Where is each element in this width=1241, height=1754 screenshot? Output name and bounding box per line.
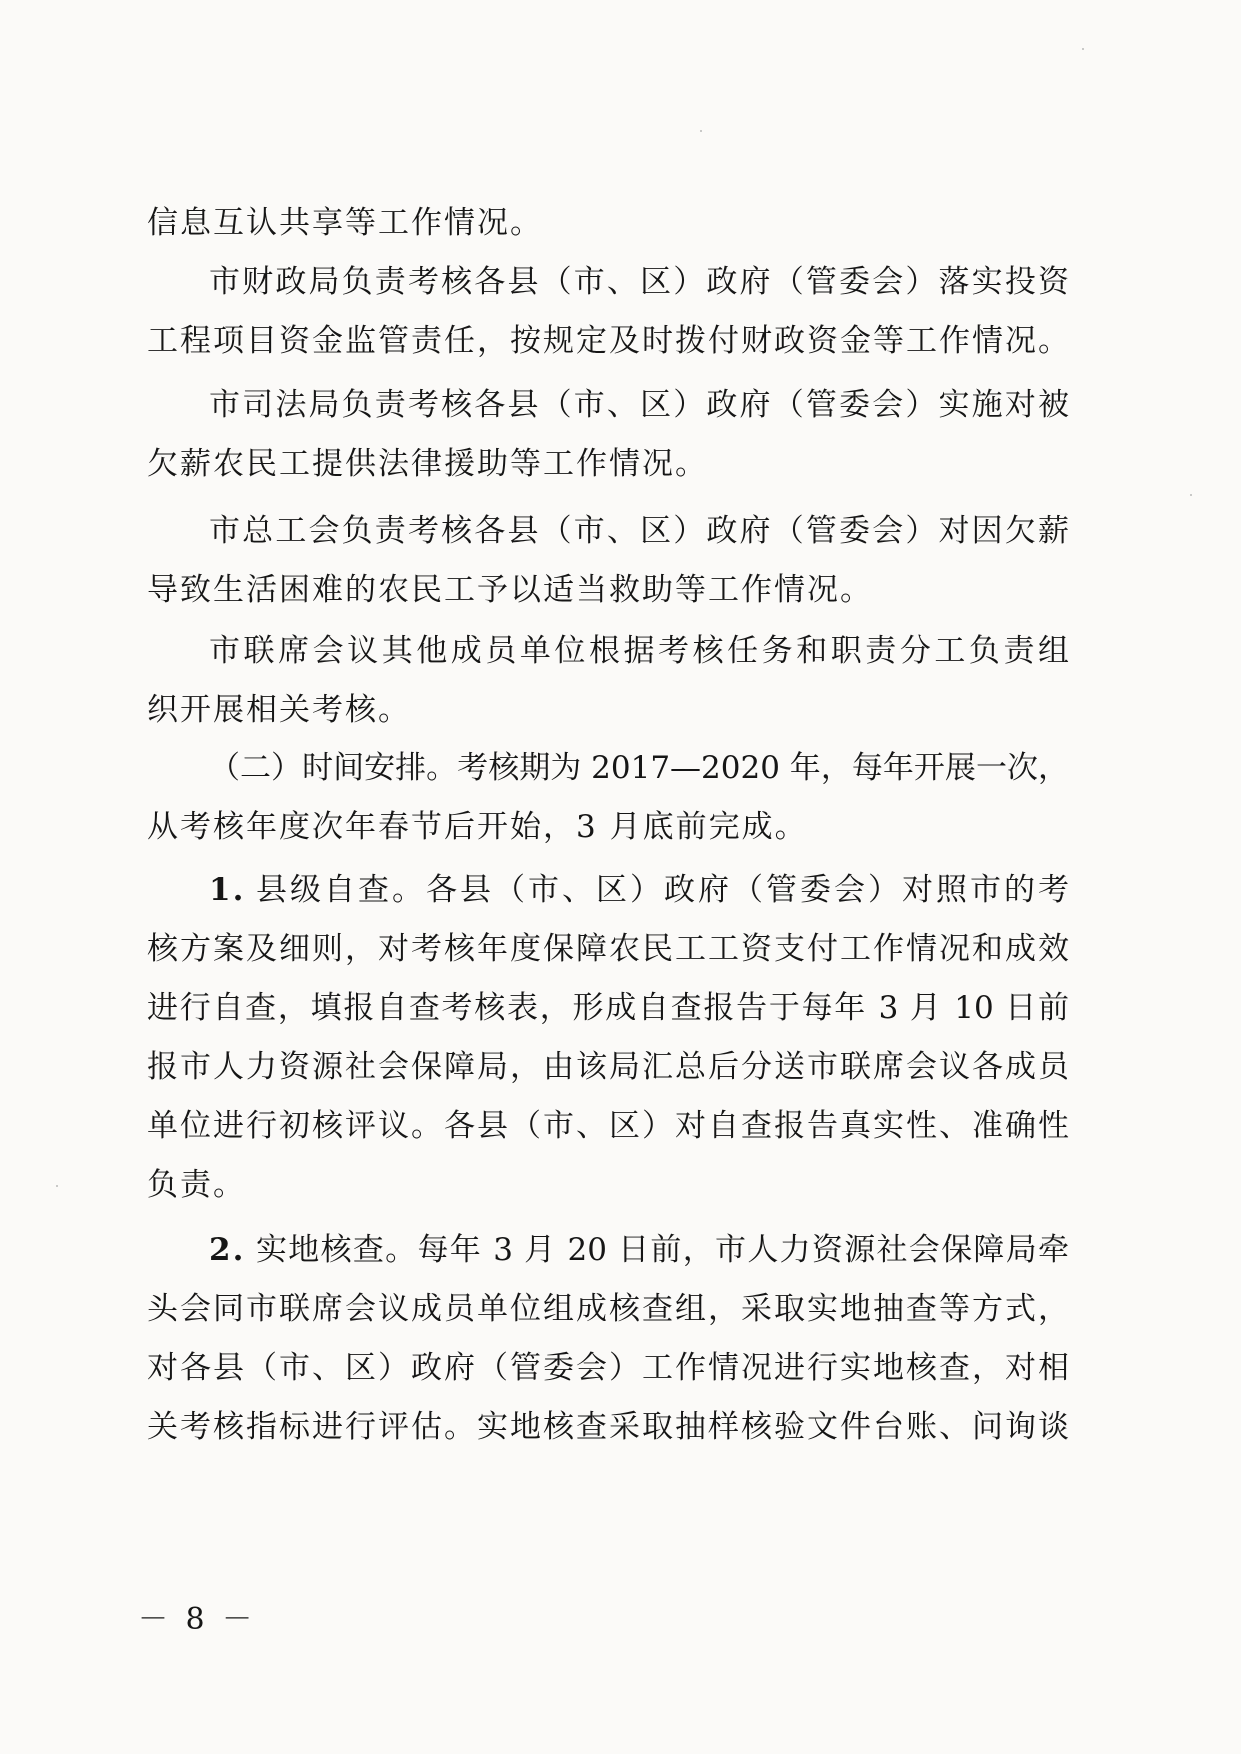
paragraph-line: 市司法局负责考核各县（市、区）政府（管委会）实施对被 <box>209 387 1069 423</box>
item-number: 2. <box>209 1232 246 1268</box>
paragraph-line: 市财政局负责考核各县（市、区）政府（管委会）落实投资 <box>209 264 1069 300</box>
paragraph-line: 对各县（市、区）政府（管委会）工作情况进行实地核查，对相 <box>147 1350 1069 1386</box>
paragraph-line: 核方案及细则，对考核年度保障农民工工资支付工作情况和成效 <box>147 931 1069 967</box>
paragraph-line: 市总工会负责考核各县（市、区）政府（管委会）对因欠薪 <box>209 513 1069 549</box>
paragraph-line: 工程项目资金监管责任，按规定及时拨付财政资金等工作情况。 <box>147 323 1069 359</box>
paragraph-line: 进行自查，填报自查考核表，形成自查报告于每年 3 月 10 日前 <box>147 990 1069 1026</box>
page-number: － 8 － <box>138 1602 257 1637</box>
paragraph-line: 织开展相关考核。 <box>147 692 411 728</box>
paragraph-line: 单位进行初核评议。各县（市、区）对自查报告真实性、准确性 <box>147 1108 1069 1144</box>
section-heading-line: （二）时间安排。考核期为 2017—2020 年，每年开展一次， <box>209 750 1069 786</box>
paragraph-line: 报市人力资源社会保障局，由该局汇总后分送市联席会议各成员 <box>147 1049 1069 1085</box>
paragraph-line: 关考核指标进行评估。实地核查采取抽样核验文件台账、问询谈 <box>147 1409 1069 1445</box>
scan-speck <box>56 1185 58 1187</box>
item-number: 1. <box>209 872 246 908</box>
paragraph-line: 导致生活困难的农民工予以适当救助等工作情况。 <box>147 572 873 608</box>
scan-speck <box>1082 48 1084 50</box>
scan-speck <box>700 130 702 132</box>
paragraph-line: 从考核年度次年春节后开始，3 月底前完成。 <box>147 809 808 845</box>
paragraph-line: 信息互认共享等工作情况。 <box>147 205 543 241</box>
paragraph-line: 负责。 <box>147 1167 246 1203</box>
paragraph-line: 欠薪农民工提供法律援助等工作情况。 <box>147 446 708 482</box>
scan-speck <box>1190 494 1192 496</box>
paragraph-line: 市联席会议其他成员单位根据考核任务和职责分工负责组 <box>209 633 1069 669</box>
item-heading-line: 县级自查。各县（市、区）政府（管委会）对照市的考 <box>256 872 1069 908</box>
item-heading-line: 实地核查。每年 3 月 20 日前，市人力资源社会保障局牵 <box>256 1232 1069 1268</box>
paragraph-line: 头会同市联席会议成员单位组成核查组，采取实地抽查等方式， <box>147 1291 1069 1327</box>
